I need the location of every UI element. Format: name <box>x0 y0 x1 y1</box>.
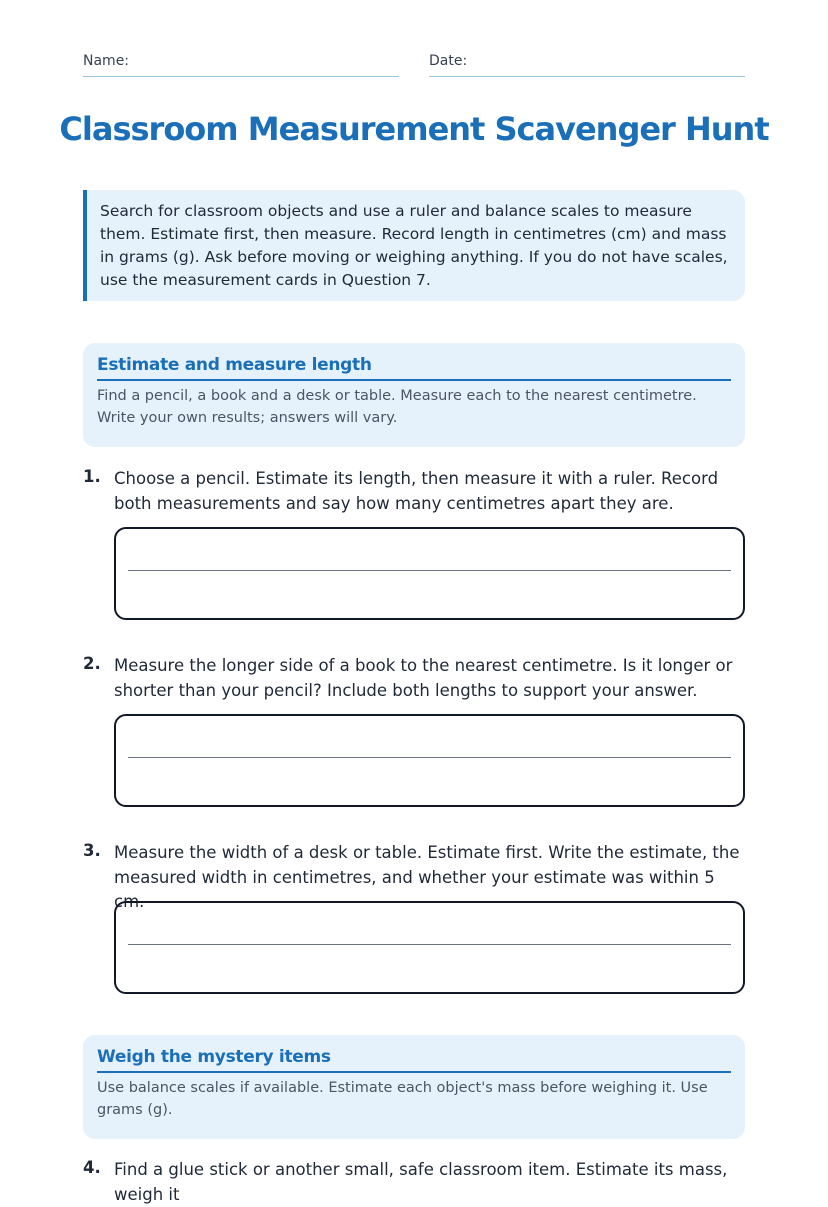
answer-line <box>128 757 731 758</box>
section-description: Find a pencil, a book and a desk or table. Measure each to the nearest centimetre. Write your own results; answers will vary. <box>97 388 697 426</box>
answer-box[interactable] <box>114 714 745 807</box>
section-mass <box>83 1035 745 1139</box>
name-field[interactable] <box>83 51 399 77</box>
intro-box: Search for classroom objects and use a ruler and balance scales to measure them. Estimate first, then measure. Record length in centimetres (cm) and mass in grams (g). Ask before moving or weighing anything. If you do not have scales, use the measurement cards in Question 7. <box>83 190 745 301</box>
answer-line <box>128 570 731 571</box>
name-label: Name: <box>83 53 130 69</box>
answer-box[interactable] <box>114 527 745 620</box>
section-description: Use balance scales if available. Estimate each object's mass before weighing it. Use grams (g). <box>97 1080 708 1118</box>
question-text: Measure the longer side of a book to the nearest centimetre. Is it longer or shorter than your pencil? Include both lengths to support your answer. <box>114 656 733 700</box>
section-length <box>83 343 745 447</box>
date-field[interactable] <box>429 51 745 77</box>
question-text: Choose a pencil. Estimate its length, then measure it with a ruler. Record both measurements and say how many centimetres apart they are. <box>114 469 719 513</box>
question-number: 1. <box>83 467 101 486</box>
answer-line <box>128 944 731 945</box>
question-number: 3. <box>83 841 101 860</box>
date-label: Date: <box>429 53 468 69</box>
worksheet-title: Classroom Measurement Scavenger Hunt <box>59 110 769 148</box>
question-number: 4. <box>83 1158 101 1177</box>
name-date-row <box>83 51 745 77</box>
question-number: 2. <box>83 654 101 673</box>
question-text: Measure the width of a desk or table. Estimate first. Write the estimate, the measured width in centimetres, and whether your estimate was within 5 cm. <box>114 843 740 911</box>
section-title: Estimate and measure length <box>97 355 731 381</box>
question-text: Find a glue stick or another small, safe classroom item. Estimate its mass, weigh it <box>114 1160 728 1204</box>
section-title: Weigh the mystery items <box>97 1047 731 1073</box>
answer-box[interactable] <box>114 901 745 994</box>
